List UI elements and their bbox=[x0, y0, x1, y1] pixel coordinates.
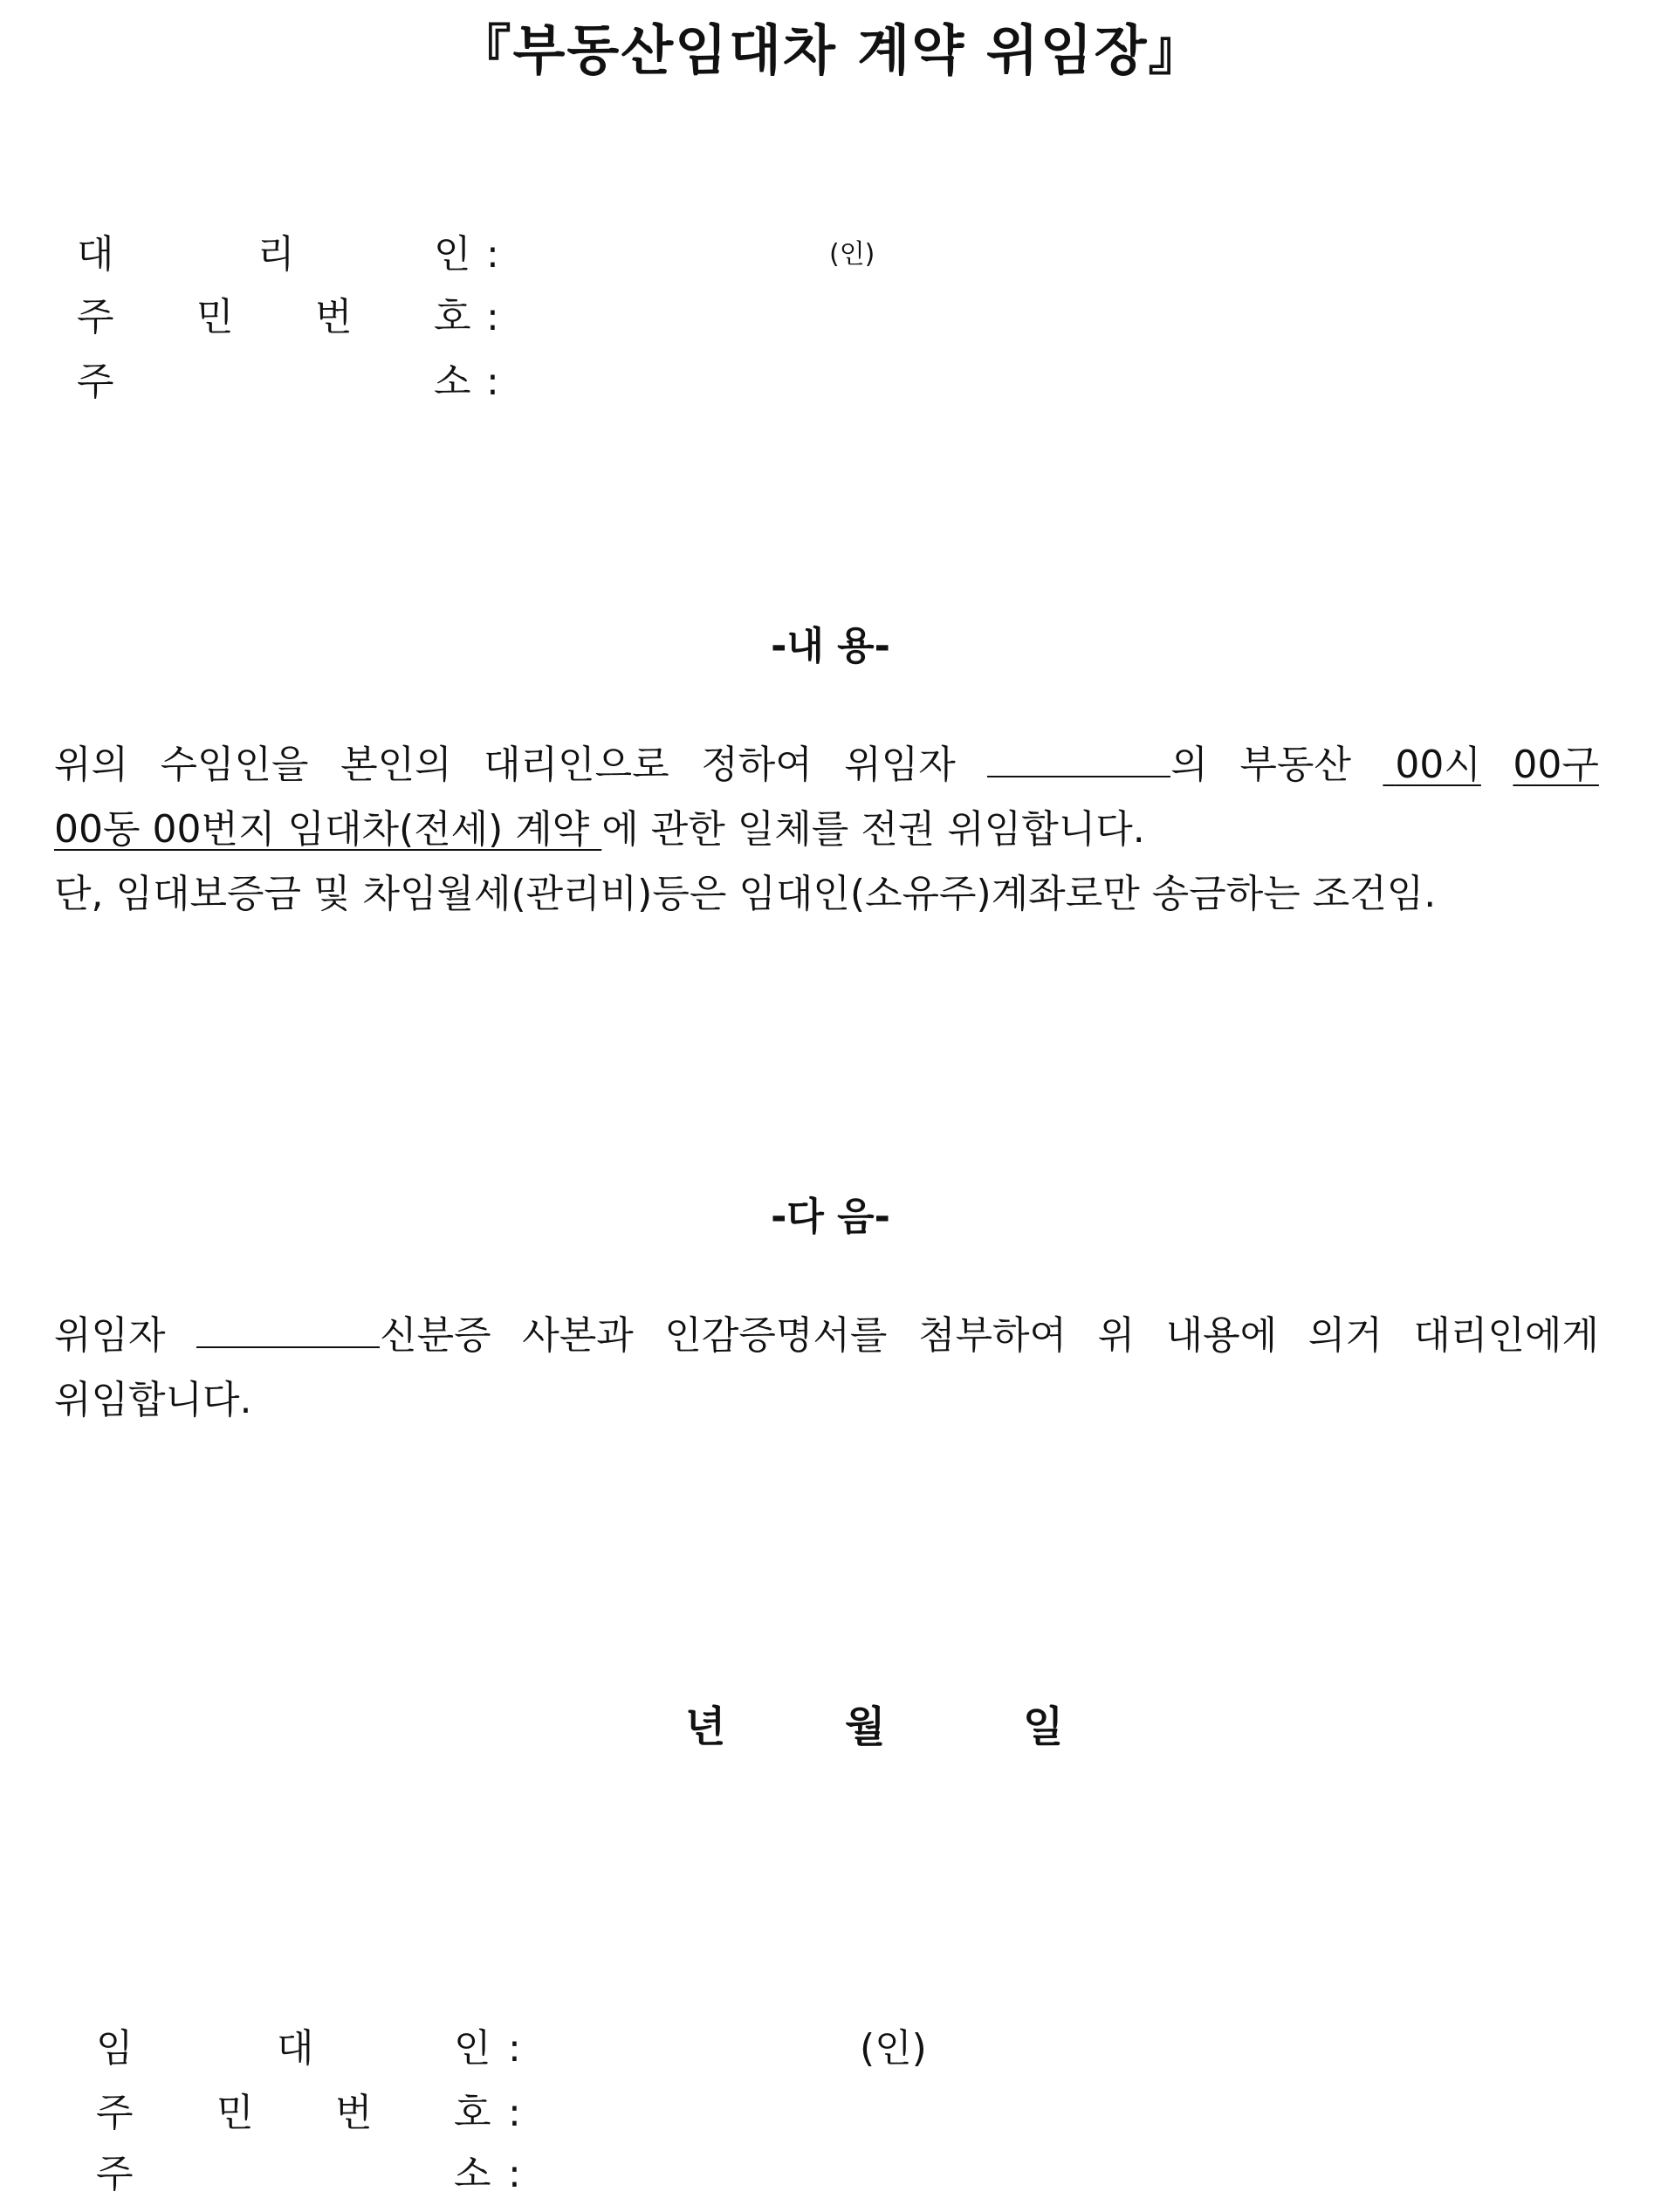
property-address-underlined: 00동 00번지 임대차(전세) 계약 bbox=[54, 807, 602, 852]
next-word: 내용에 bbox=[1165, 1313, 1278, 1358]
delegator-name-blank bbox=[987, 736, 1170, 777]
agent-seal-mark: (인) bbox=[829, 239, 875, 270]
agent-id-colon: : bbox=[486, 295, 499, 339]
next-line-2-text: 위임합니다. bbox=[54, 1378, 252, 1422]
agent-address-row bbox=[0, 356, 1661, 417]
agent-name-colon: : bbox=[486, 232, 499, 277]
content-heading: -내 용- bbox=[771, 624, 890, 668]
lessor-name-label-char: 인 bbox=[454, 2026, 491, 2071]
content-condition-text: 단, 임대보증금 및 차임월세(관리비)등은 임대인(소유주)계좌로만 송금하는 조건임. bbox=[54, 872, 1437, 916]
content-line-2-rest: 에 관한 일체를 전권 위임합니다. bbox=[601, 807, 1145, 852]
agent-id-label-char: 호 bbox=[434, 295, 471, 339]
content-word: 수임인을 bbox=[160, 743, 309, 787]
agent-name-label-char: 인 bbox=[434, 232, 471, 277]
delegator-id-blank-group bbox=[196, 1304, 491, 1368]
next-word: 첨부하여 bbox=[917, 1313, 1067, 1358]
content-line-2-text bbox=[54, 798, 1145, 862]
date-year: 년 bbox=[685, 1702, 726, 1751]
lessor-address-colon: : bbox=[508, 2152, 521, 2196]
delegator-name-blank-group bbox=[987, 733, 1208, 798]
content-word: 본인의 bbox=[340, 743, 452, 787]
agent-id-label-char: 민 bbox=[196, 295, 234, 339]
agent-address-label-char: 주 bbox=[77, 360, 114, 404]
agent-address-colon: : bbox=[486, 360, 499, 404]
next-word: 사본과 bbox=[522, 1313, 634, 1358]
next-heading: -다 음- bbox=[771, 1195, 890, 1239]
lessor-name-label-char: 대 bbox=[277, 2026, 314, 2071]
next-paragraph bbox=[54, 1304, 1599, 1433]
content-word: 위임자 bbox=[844, 743, 956, 787]
agent-name-label-char: 리 bbox=[257, 232, 295, 277]
lessor-address-row bbox=[0, 2148, 1661, 2209]
date-day: 일 bbox=[1023, 1702, 1064, 1751]
agent-id-label-char: 번 bbox=[315, 295, 353, 339]
agent-id-label-char: 주 bbox=[77, 295, 114, 339]
lessor-id-label-char: 민 bbox=[216, 2091, 254, 2135]
lessor-id-label-char: 주 bbox=[96, 2091, 134, 2135]
content-line-3 bbox=[54, 862, 1599, 927]
content-word: 위의 bbox=[54, 743, 129, 787]
content-line-2 bbox=[54, 798, 1599, 862]
next-word: 신분증 bbox=[380, 1313, 491, 1358]
lessor-id-row bbox=[0, 2087, 1661, 2148]
lessor-seal-mark: (인) bbox=[860, 2026, 927, 2071]
agent-name-label-char: 대 bbox=[77, 232, 114, 277]
lessor-id-label-char: 번 bbox=[335, 2091, 373, 2135]
content-word: 의 bbox=[1170, 743, 1208, 787]
lessor-name-row bbox=[0, 2023, 1661, 2084]
next-word: 의거 bbox=[1308, 1313, 1383, 1358]
lessor-address-label-char: 주 bbox=[96, 2152, 134, 2196]
agent-address-label-char: 소 bbox=[434, 360, 471, 404]
content-word: 부동산 bbox=[1239, 743, 1351, 787]
next-word: 대리인에게 bbox=[1413, 1313, 1599, 1358]
lessor-address-label-char: 소 bbox=[454, 2152, 491, 2196]
next-line-2 bbox=[54, 1368, 1599, 1433]
property-city: 00시 bbox=[1395, 743, 1481, 787]
content-paragraph bbox=[54, 733, 1599, 927]
next-word: 인감증명서를 bbox=[664, 1313, 888, 1358]
document-title: 『부동산임대차 계약 위임장』 bbox=[456, 18, 1205, 82]
date-month: 월 bbox=[845, 1702, 886, 1751]
content-word: 정하여 bbox=[701, 743, 813, 787]
agent-id-row bbox=[0, 291, 1661, 353]
agent-name-row bbox=[0, 229, 1661, 290]
content-line-1 bbox=[54, 733, 1599, 798]
lessor-id-label-char: 호 bbox=[454, 2091, 491, 2135]
lessor-id-colon: : bbox=[508, 2091, 521, 2135]
lessor-name-colon: : bbox=[508, 2026, 521, 2071]
next-line-1 bbox=[54, 1304, 1599, 1368]
content-word: 대리인으로 bbox=[484, 743, 669, 787]
lessor-name-label-char: 임 bbox=[96, 2026, 134, 2071]
delegator-blank bbox=[196, 1306, 380, 1348]
next-word: 위 bbox=[1097, 1313, 1136, 1358]
property-address-part bbox=[1383, 733, 1481, 798]
property-district: 00구 bbox=[1513, 743, 1599, 787]
next-word: 위임자 bbox=[54, 1313, 166, 1358]
